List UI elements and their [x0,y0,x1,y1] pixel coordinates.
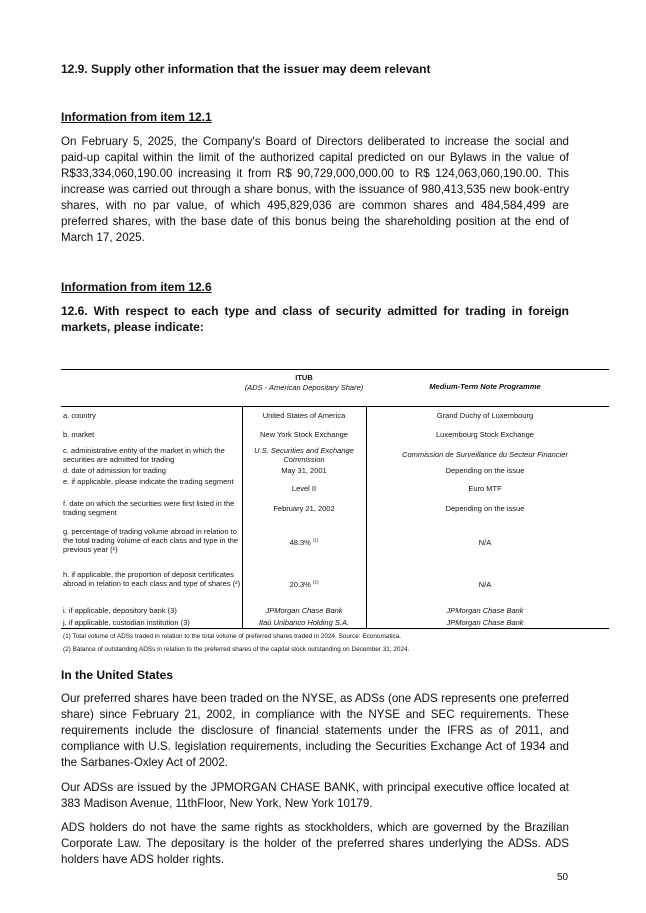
row-label-country: a. country [63,411,96,420]
row-label-depository-bank: i. if applicable, depository bank (3) [63,606,177,615]
table-header-rule [61,406,609,407]
info-121-title: Information from item 12.1 [61,110,212,124]
row-c2-segment: Euro MTF [468,484,502,493]
row-c1-admission-date: May 31, 2001 [281,466,327,475]
row-label-segment: e. if applicable, please indicate the trading segment [63,477,234,486]
row-c1-first-listed: February 21, 2002 [273,504,335,513]
table-col-divider-1 [242,406,243,628]
table-top-rule [61,369,609,370]
row-label-first-listed: f. date on which the securities were first listed in the trading segment [63,499,235,517]
section-heading: 12.9. Supply other information that the issuer may deem relevant [61,62,431,76]
footnote-ref-1: (1) [312,537,319,543]
row-label-custodian: j. if applicable, custodian institution (3) [63,618,190,627]
footnote-ref-2: (2) [312,579,319,585]
row-c2-deposit-certificates: N/A [478,580,492,589]
row-c1-custodian: Itaú Unibanco Holding S.A. [258,618,350,627]
us-section-title: In the United States [61,668,174,682]
row-label-admission-date: d. date of admission for trading [63,466,166,475]
row-c1-trading-volume [243,538,365,547]
row-c1-depository-bank: JPMorgan Chase Bank [265,606,343,615]
table-bottom-rule [61,628,609,629]
row-c1-admin-entity: U.S. Securities and Exchange Commission [254,446,354,464]
info-126-question: 12.6. With respect to each type and class of security admitted for trading in foreign markets, please indicate: [61,304,569,334]
info-121-paragraph: On February 5, 2025, the Company's Board of Directors deliberated to increase the social and paid-up capital within the limit of the authorized capital predicted on our Bylaws in the value of R$33,334,060,190.00 increasing it from R$ 90,729,000,000.00 to R$ 124,063,060,190.00. This increase was carried out through a share bonus, with the issuance of 980,413,535 new book-entry shares, with no par value, of which 495,829,036 are common shares and 484,584,499 are preferred shares, with the base date of this bonus being the shareholding position at the end of March 17, 2025. [61,135,569,244]
row-c2-depository-bank: JPMorgan Chase Bank [446,606,524,615]
table-note-2: (2) Balance of outstanding ADSs in relation to the preferred shares of the capital stock outstanding on December 31, 2024. [63,646,410,653]
row-c2-admin-entity: Commission de Surveillance du Secteur Financier [402,450,568,459]
row-c2-country: Grand Duchy of Luxembourg [436,411,534,420]
row-c1-deposit-certificates [243,580,365,589]
row-c1-market: New York Stock Exchange [260,430,348,439]
row-c2-trading-volume: N/A [478,538,492,547]
us-paragraph-1: Our preferred shares have been traded on the NYSE, as ADSs (one ADS represents one preferred share) since February 21, 2002, in compliance with the NYSE and SEC requirements. These requirements include the disclosure of financial statements under the IFRS as of 2011, and compliance with U.S. legislation requirements, including the Securities Exchange Act of 1934 and the Sarbanes-Oxley Act of 2002. [61,692,569,769]
row-c2-first-listed: Depending on the issue [445,504,525,513]
us-paragraph-2: Our ADSs are issued by the JPMORGAN CHASE BANK, with principal executive office located at 383 Madison Avenue, 11thFloor, New York, New York 10179. [61,781,569,810]
info-126-title: Information from item 12.6 [61,280,212,294]
deposit-certificates-value: 20.3% [289,580,311,589]
row-c2-custodian: JPMorgan Chase Bank [446,618,524,627]
row-label-admin-entity: c. administrative entity of the market in which the securities are admitted for trading [63,446,225,464]
table-note-1: (1) Total volume of ADSs traded in relation to the total volume of preferred shares traded in 2024. Source: Economatica. [63,633,402,640]
trading-volume-value: 48.3% [289,538,311,547]
col1-header-main: ITUB [295,373,313,382]
page-number: 50 [557,872,569,883]
row-c1-country: United States of America [262,411,346,420]
row-c2-market: Luxembourg Stock Exchange [436,430,534,439]
us-paragraph-3: ADS holders do not have the same rights as stockholders, which are governed by the Brazilian Corporate Law. The depositary is the holder of the preferred shares underlying the ADSs. ADS holders have ADS holder rights. [61,821,569,866]
table-col-divider-2 [366,406,367,628]
row-label-trading-volume: g. percentage of trading volume abroad in relation to the total trading volume of each class and type in the previous year (¹) [63,527,239,554]
col1-header-sub: (ADS - American Depositary Share) [244,383,364,392]
row-label-deposit-certificates: h. if applicable, the proportion of deposit certificates abroad in relation to each class and type of shares (²) [63,570,241,588]
row-c2-admission-date: Depending on the issue [445,466,525,475]
row-label-market: b. market [63,430,95,439]
col2-header: Medium-Term Note Programme [429,382,541,391]
row-c1-segment: Level II [291,484,317,493]
